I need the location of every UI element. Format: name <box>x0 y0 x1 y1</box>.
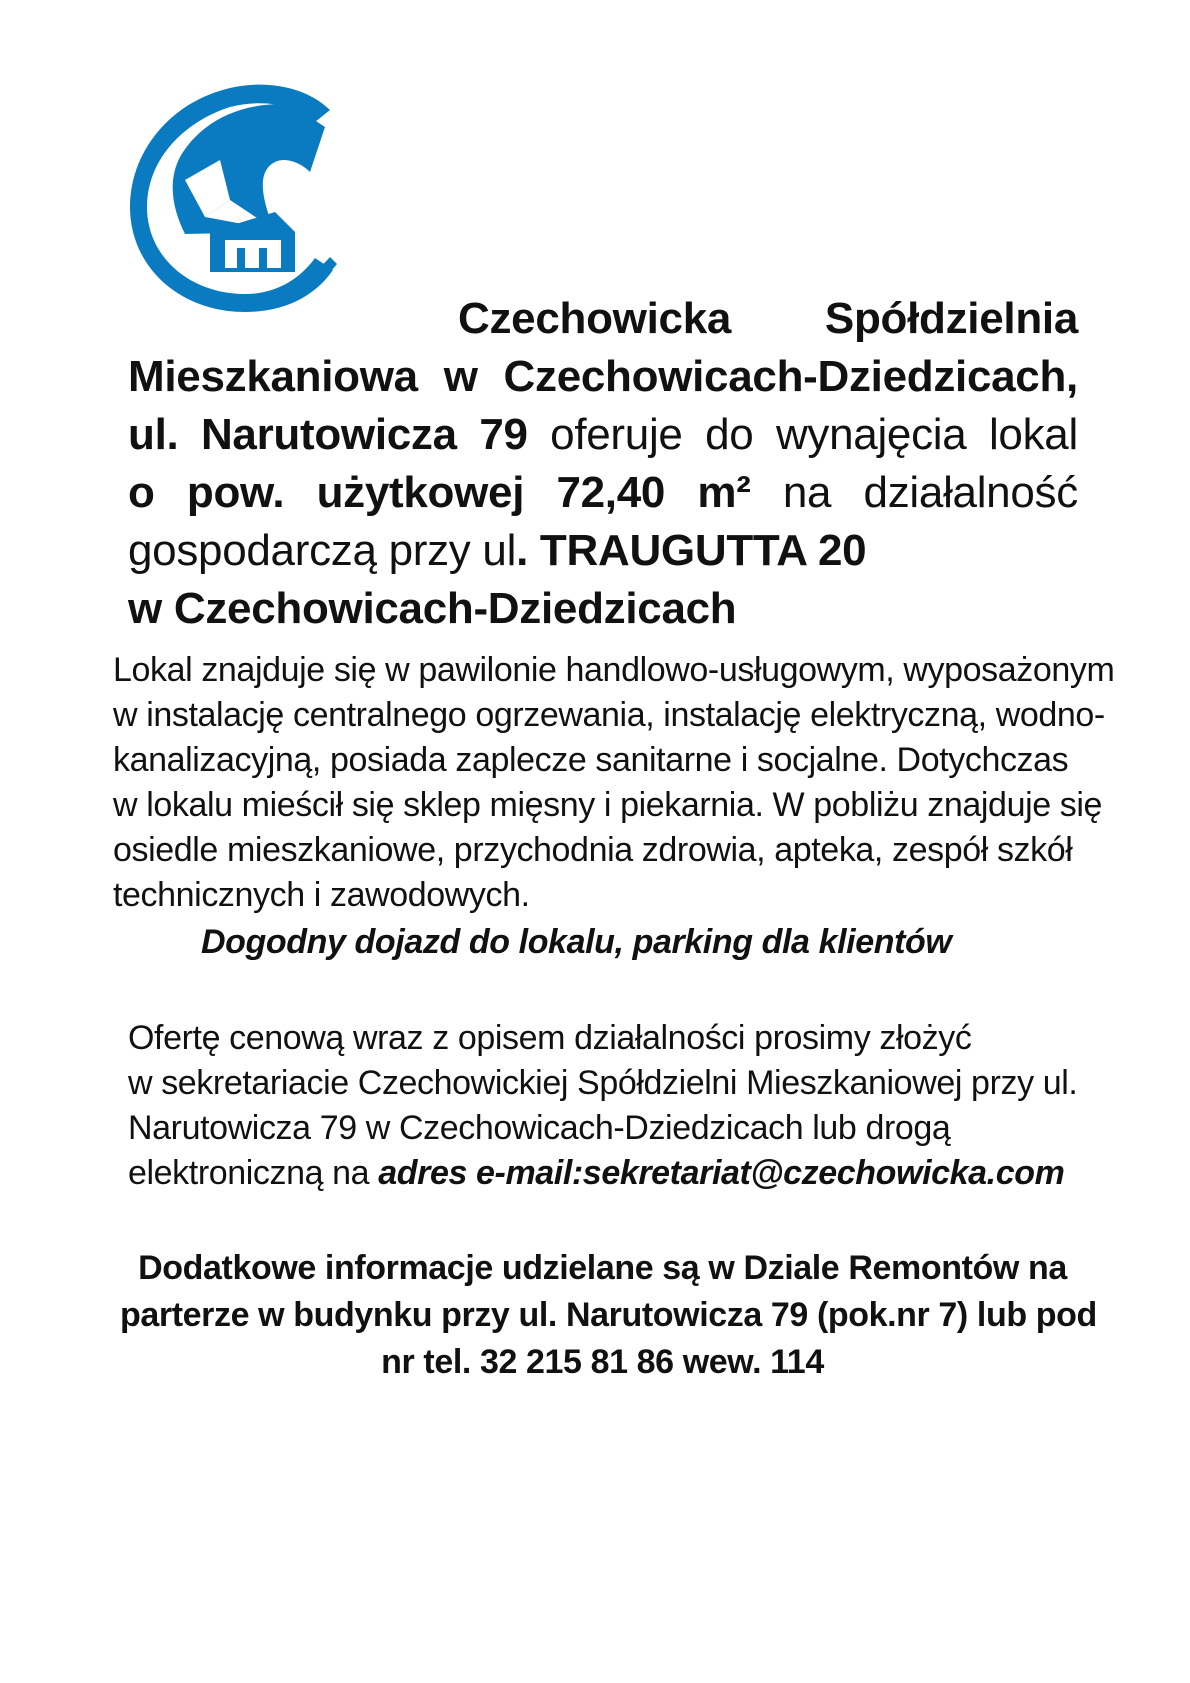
description-line: w instalację centralnego ogrzewania, instalację elektryczną, wodno- <box>113 696 1105 734</box>
description-line: osiedle mieszkaniowe, przychodnia zdrowia, apteka, zespół szkół <box>113 831 1073 869</box>
headline-row-6 <box>128 580 1078 638</box>
headline-word: na <box>782 468 832 517</box>
premises-description <box>113 648 1113 918</box>
offer-instructions <box>128 1016 1088 1196</box>
email-address[interactable]: adres e-mail:sekretariat@czechowicka.com <box>378 1154 1065 1192</box>
headline-word: m² <box>697 468 751 517</box>
access-note: Dogodny dojazd do lokalu, parking dla klientów <box>201 923 952 961</box>
headline-word: do <box>705 410 754 459</box>
headline-row-1 <box>128 290 1078 348</box>
headline-word: lokal <box>988 410 1078 459</box>
description-line: technicznych i zawodowych. <box>113 876 530 914</box>
headline-word: działalność <box>863 468 1078 517</box>
cooperative-logo <box>125 82 355 314</box>
offer-line: Ofertę cenową wraz z opisem działalności prosimy złożyć <box>128 1019 972 1057</box>
headline-word: wynajęcia <box>775 410 967 459</box>
headline-street: . TRAUGUTTA 20 <box>516 526 867 575</box>
contact-line: Dodatkowe informacje udzielane są w Dziale Remontów na <box>138 1249 1067 1287</box>
headline-word: o <box>128 468 155 517</box>
headline-row-5 <box>128 522 1078 580</box>
headline-word: 79 <box>479 410 528 459</box>
headline-row-4 <box>128 464 1078 522</box>
headline-word: Mieszkaniowa <box>128 352 418 401</box>
offer-email-prefix: elektroniczną na <box>128 1154 379 1192</box>
headline-word: pow. <box>186 468 285 517</box>
headline-word: użytkowej <box>316 468 525 517</box>
offer-line: Narutowicza 79 w Czechowicach-Dziedzicach lub drogą <box>128 1109 951 1147</box>
description-line: w lokalu mieścił się sklep mięsny i piekarnia. W pobliżu znajduje się <box>113 786 1103 824</box>
headline-street-prefix: gospodarczą przy ul <box>128 526 517 575</box>
headline-word: 72,40 <box>556 468 666 517</box>
headline-row-2 <box>128 348 1078 406</box>
headline-word: Spółdzielnia <box>824 294 1078 343</box>
contact-info <box>120 1245 1097 1386</box>
offer-line: w sekretariacie Czechowickiej Spółdzielni Mieszkaniowej przy ul. <box>128 1064 1078 1102</box>
headline-word: Narutowicza <box>200 410 457 459</box>
headline-word: oferuje <box>550 410 683 459</box>
contact-line: nr tel. 32 215 81 86 wew. 114 <box>381 1343 824 1381</box>
headline-word: w <box>443 352 478 401</box>
description-line: kanalizacyjną, posiada zaplecze sanitarne i socjalne. Dotychczas <box>113 741 1069 779</box>
offer-line <box>128 1151 1088 1196</box>
headline-city: w Czechowicach-Dziedzicach <box>128 584 737 633</box>
contact-line: parterze w budynku przy ul. Narutowicza 79 (pok.nr 7) lub pod <box>120 1296 1097 1334</box>
headline-row-3 <box>128 406 1078 464</box>
headline-word: Czechowicka <box>458 294 732 343</box>
headline-word: Czechowicach-Dziedzicach, <box>503 352 1078 401</box>
headline-word: ul. <box>128 410 179 459</box>
headline <box>128 290 1078 638</box>
description-line: Lokal znajduje się w pawilonie handlowo-usługowym, wyposażonym <box>113 651 1115 689</box>
